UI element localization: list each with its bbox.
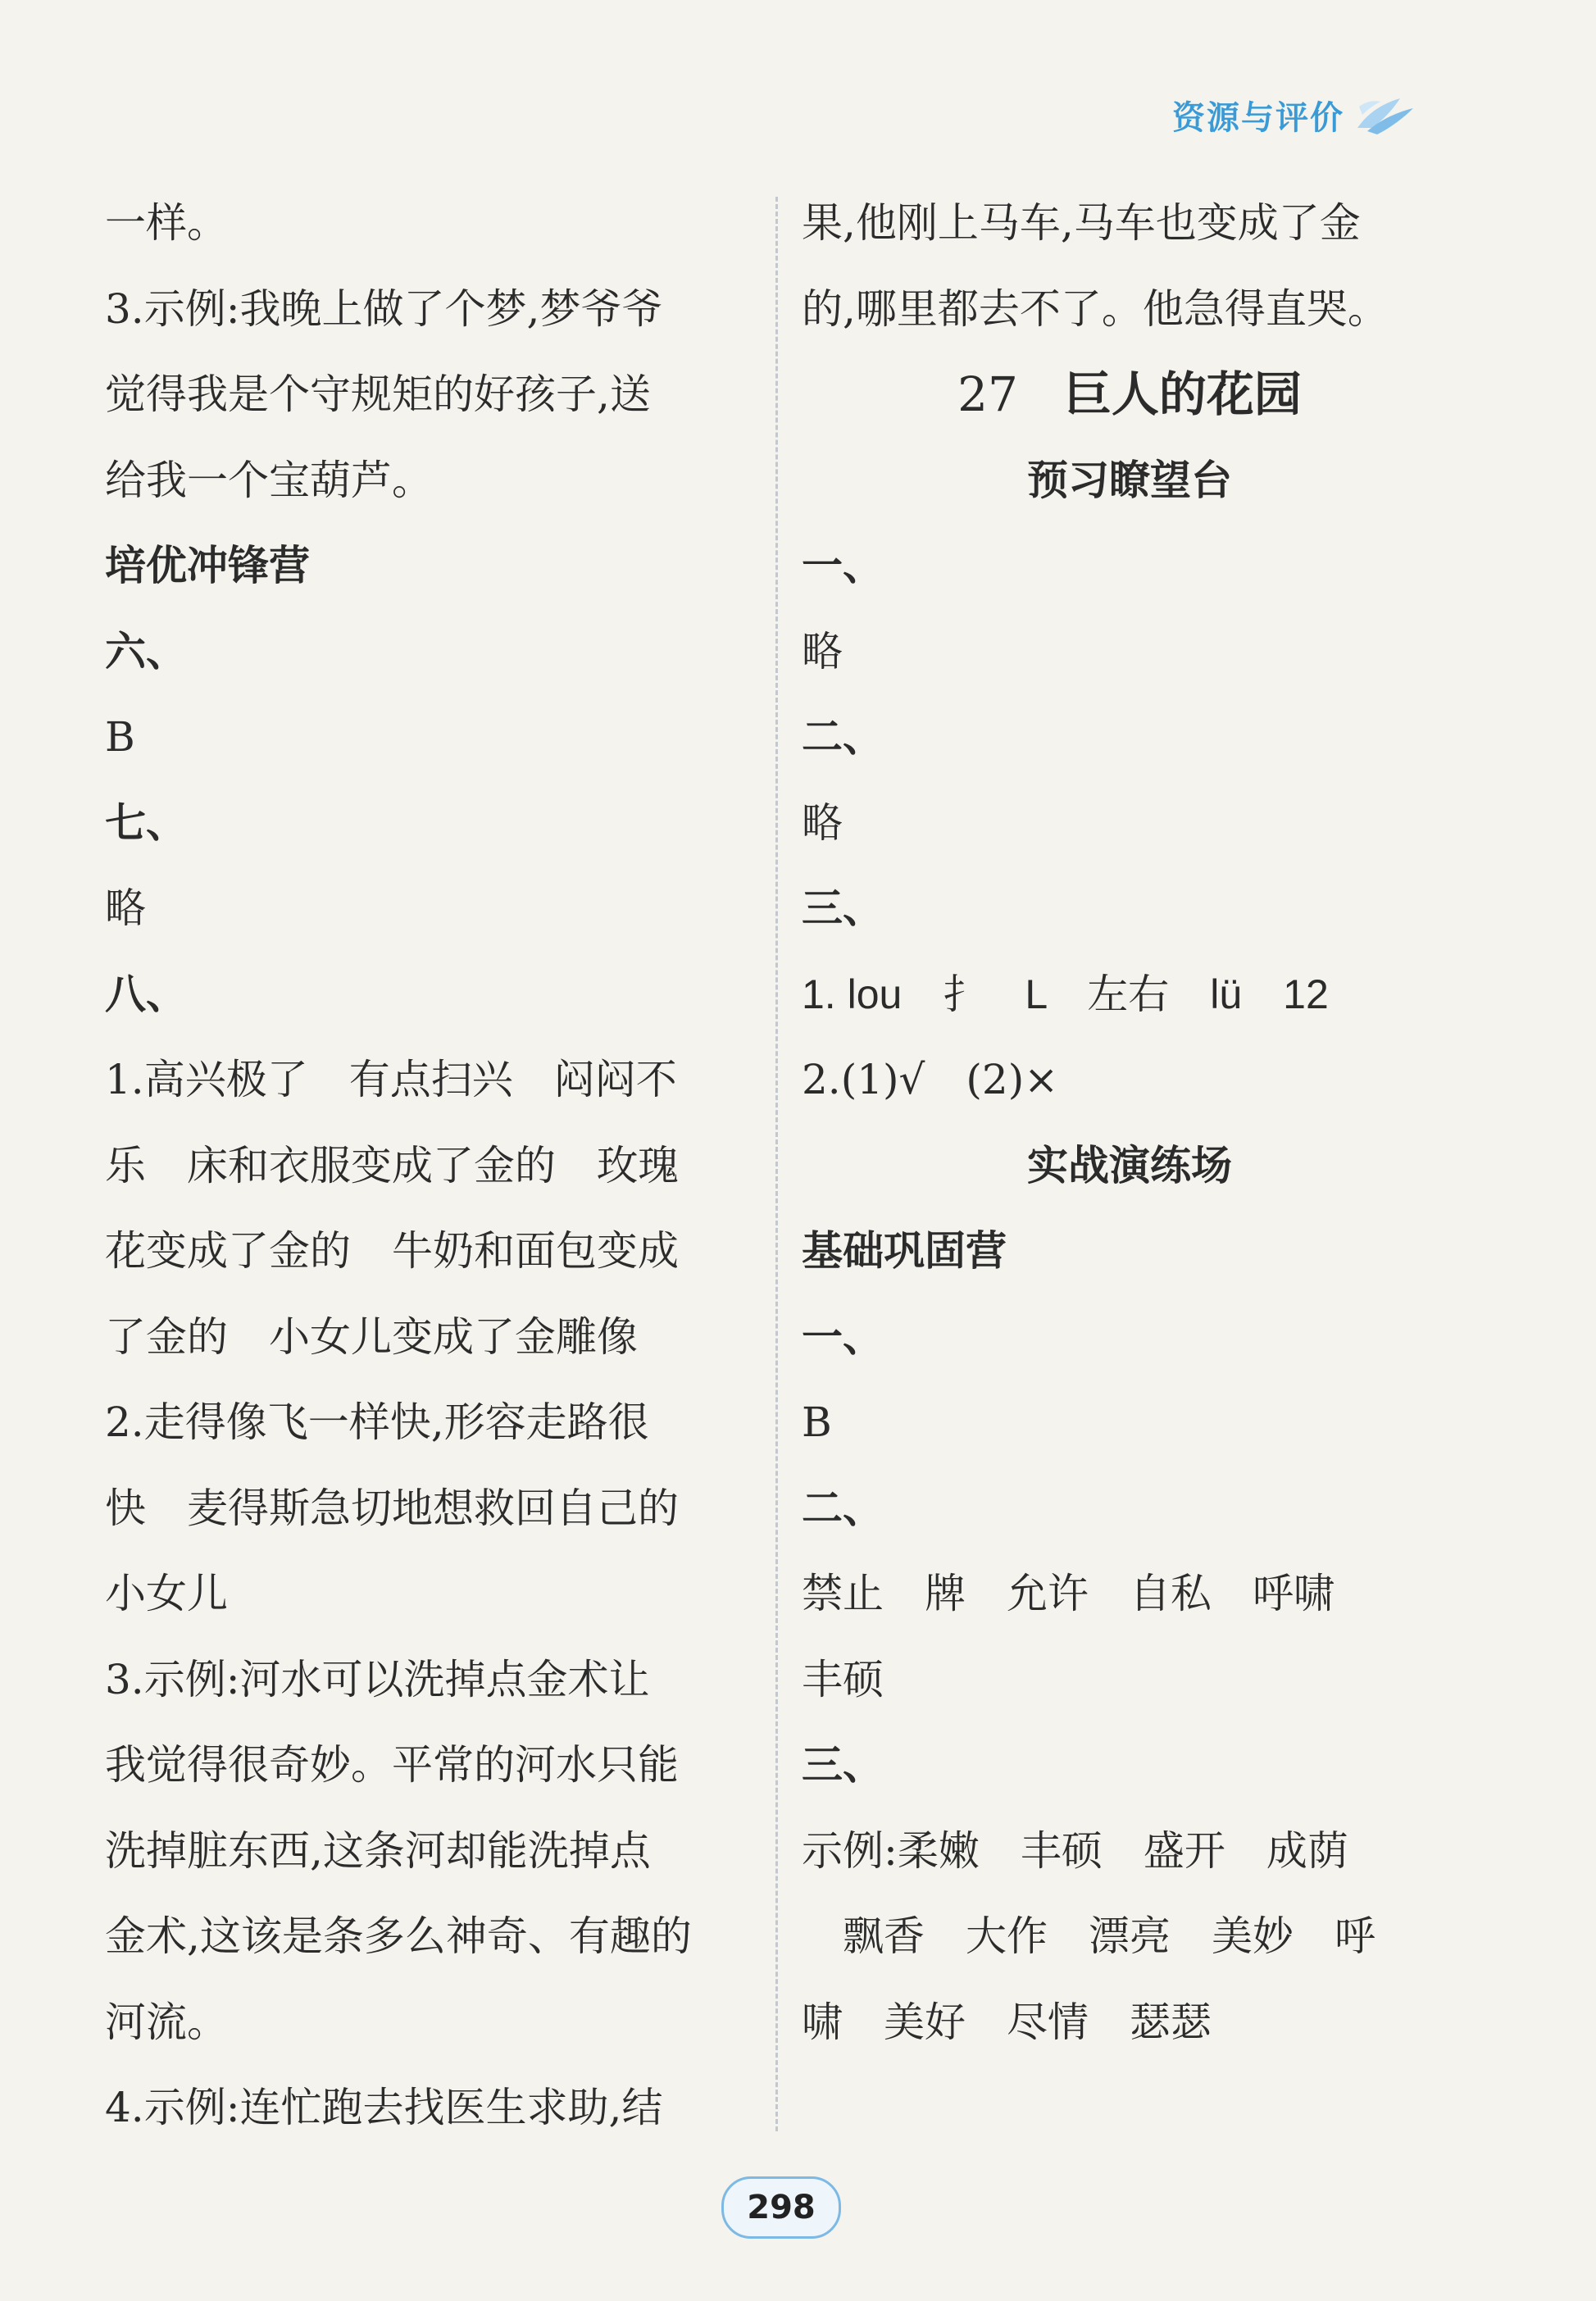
answer-line: B [802, 1398, 832, 1446]
lesson-name: 巨人的花园 [1063, 366, 1302, 422]
answer-line: 1. lou 扌 L 左右 lü 12 [802, 971, 1329, 1017]
answer-line: 示例:柔嫩 丰硕 盛开 成荫 [802, 1826, 1348, 1875]
answer-line: 丰硕 [802, 1655, 884, 1703]
column-divider [775, 197, 778, 2131]
answer-line: 2.走得像飞一样快,形容走路很 [105, 1398, 649, 1446]
question-number: 二、 [802, 1484, 884, 1532]
answer-line: 乐 床和衣服变成了金的 玫瑰 [105, 1141, 679, 1189]
answer-line: 一样。 [105, 199, 228, 247]
answer-line: 金术,这该是条多么神奇、有趣的 [105, 1912, 692, 1960]
heading-line: 八、 [105, 970, 187, 1018]
question-number: 三、 [802, 1741, 884, 1789]
section-heading-practice: 实战演练场 [1027, 1141, 1232, 1189]
book-wing-icon [1353, 90, 1418, 139]
page-number-badge [721, 2176, 841, 2239]
answer-line: 洗掉脏东西,这条河却能洗掉点 [105, 1826, 651, 1875]
answer-line: 快 麦得斯急切地想救回自己的 [105, 1484, 679, 1532]
question-number: 二、 [802, 713, 884, 761]
answer-line: 啸 美好 尽情 瑟瑟 [802, 1998, 1212, 2046]
answer-line: 略 [802, 627, 843, 675]
answer-line: 3.示例:我晚上做了个梦,梦爷爷 [105, 284, 663, 333]
answer-line: 2.(1)√ (2)× [802, 1056, 1059, 1103]
section-heading-preview: 预习瞭望台 [1027, 456, 1232, 504]
answer-line: 4.示例:连忙跑去找医生求助,结 [105, 2084, 663, 2131]
answer-line: 花变成了金的 牛奶和面包变成 [105, 1227, 679, 1275]
answer-line: 禁止 牌 允许 自私 呼啸 [802, 1570, 1335, 1617]
question-number: 一、 [802, 542, 884, 589]
answer-line: 觉得我是个守规矩的好孩子,送 [105, 371, 651, 418]
heading-line: 七、 [105, 798, 187, 847]
page-number: 298 [747, 2189, 816, 2226]
subsection-heading: 基础巩固营 [802, 1227, 1007, 1275]
question-number: 一、 [802, 1312, 884, 1361]
lesson-number: 27 [957, 366, 1018, 422]
answer-line: 3.示例:河水可以洗掉点金术让 [105, 1655, 650, 1703]
answer-line: 小女儿 [105, 1570, 228, 1617]
answer-line: B [105, 713, 135, 761]
answer-line: 果,他刚上马车,马车也变成了金 [802, 199, 1361, 247]
answer-line: 的,哪里都去不了。他急得直哭。 [802, 284, 1389, 333]
answer-line: 略 [105, 884, 146, 932]
answer-line: 河流。 [105, 1998, 228, 2046]
right-column [802, 180, 1457, 2065]
heading-line: 六、 [105, 627, 187, 675]
answer-line: 了金的 小女儿变成了金雕像 [105, 1312, 638, 1361]
answer-line: 我觉得很奇妙。平常的河水只能 [105, 1741, 679, 1789]
lesson-title [802, 352, 1457, 438]
answer-line: 给我一个宝葫芦。 [105, 456, 433, 504]
left-column [105, 180, 761, 2151]
answer-line: 略 [802, 798, 843, 847]
page-header [1172, 82, 1443, 148]
heading-line: 培优冲锋营 [105, 542, 310, 589]
header-title: 资源与评价 [1172, 98, 1344, 137]
question-number: 三、 [802, 884, 884, 932]
answer-line: 1.高兴极了 有点扫兴 闷闷不 [105, 1056, 677, 1103]
answer-line: 飘香 大作 漂亮 美妙 呼 [802, 1912, 1375, 1960]
